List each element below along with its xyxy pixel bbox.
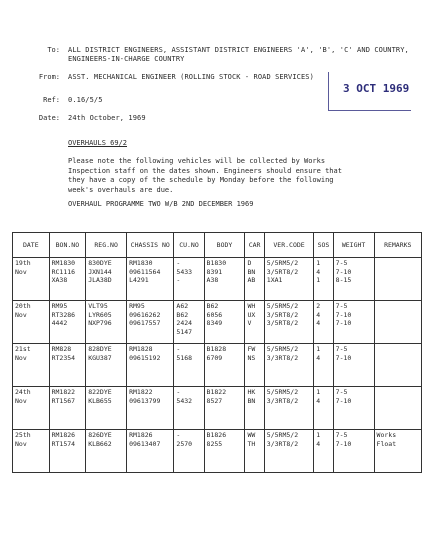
to-recipients: ALL DISTRICT ENGINEERS, ASSISTANT DISTRICT ENGINEERS 'A', 'B', 'C' AND COUNTRY, ENGINEERS-IN-CHARGE COUNTRY [68, 46, 409, 63]
cell-line: - [176, 259, 181, 267]
cell-body [204, 301, 245, 344]
table-row [13, 344, 422, 387]
cell-line: 21st [15, 345, 31, 353]
table-row [13, 430, 422, 473]
cell-line: A62 [176, 302, 189, 310]
cell-line: 25th [15, 431, 31, 439]
cell-line: WW [247, 431, 256, 439]
cell-line: - [176, 276, 181, 284]
date-value: 24th October, 1969 [68, 114, 146, 122]
cell-line: 7-10 [335, 310, 352, 319]
cell-line: 830DYE [88, 259, 112, 267]
cell-line: L4291 [129, 276, 149, 284]
cell-ver [264, 344, 314, 387]
cell-line: 8255 [206, 439, 223, 448]
cell-reg [86, 344, 127, 387]
cell-line: 2570 [176, 439, 193, 448]
cell-line: AB [247, 276, 256, 284]
cell-body [204, 258, 245, 301]
cell-line: - [176, 345, 181, 353]
cell-bon [49, 301, 86, 344]
cell-line: 8349 [206, 319, 223, 327]
col-header: REG.NO [86, 233, 127, 258]
cell-line: Works [376, 431, 397, 439]
cell-line: 7-5 [335, 302, 348, 310]
cell-line: V [247, 319, 252, 327]
cell-line: 24th [15, 388, 31, 396]
overhaul-schedule-table [12, 232, 422, 473]
cell-cu [174, 301, 204, 344]
table-row [13, 387, 422, 430]
cell-line: 1 [316, 388, 321, 396]
cell-line: Nov [15, 267, 27, 276]
cell-line: KGU387 [88, 353, 112, 362]
cell-line: Float [376, 439, 397, 448]
cell-line: 09613407 [129, 439, 161, 448]
cell-line: 5/5RM5/2 [266, 302, 299, 310]
col-header: CAR [245, 233, 264, 258]
cell-line: Nov [15, 439, 27, 448]
stamp-date: 3 OCT 1969 [343, 82, 410, 95]
cell-line: 4442 [51, 319, 68, 327]
cell-line: 2 [316, 302, 321, 310]
received-date-stamp [328, 72, 411, 111]
cell-line: A38 [206, 276, 219, 284]
cell-chassis [127, 430, 174, 473]
cell-body [204, 387, 245, 430]
cell-line: RM1826 [51, 431, 76, 439]
cell-remarks [374, 258, 421, 301]
cell-line: RM95 [129, 302, 145, 310]
cell-line: RM1822 [51, 388, 76, 396]
cell-line: 822DYE [88, 388, 112, 396]
cell-line: RM1826 [129, 431, 153, 439]
cell-body [204, 430, 245, 473]
cell-line: RT2354 [51, 353, 76, 362]
cell-line: 09616262 [129, 310, 161, 319]
cell-line: RT1567 [51, 396, 76, 405]
col-header: WEIGHT [333, 233, 374, 258]
cell-chassis [127, 301, 174, 344]
cell-ver [264, 301, 314, 344]
cell-line: 7-5 [335, 345, 348, 353]
cell-remarks [374, 344, 421, 387]
cell-line: 2424 [176, 319, 193, 327]
cell-line: BN [247, 267, 256, 276]
cell-line: FW [247, 345, 256, 353]
cell-line: 1 [316, 276, 321, 284]
cell-line: 4 [316, 310, 321, 319]
cell-line: - [176, 431, 181, 439]
cell-line: B1822 [206, 388, 227, 396]
cell-reg [86, 258, 127, 301]
cell-line: 5/5RM5/2 [266, 388, 299, 396]
cell-ver [264, 258, 314, 301]
cell-sos [314, 258, 333, 301]
date-label: Date: [38, 114, 60, 122]
ref-value: 0.16/5/5 [68, 96, 103, 104]
cell-bon [49, 258, 86, 301]
cell-date [13, 344, 50, 387]
cell-weight [333, 344, 374, 387]
cell-chassis [127, 387, 174, 430]
cell-line: 1 [316, 345, 321, 353]
cell-cu [174, 344, 204, 387]
cell-line: 4 [316, 267, 321, 276]
cell-line: KLB662 [88, 439, 112, 448]
cell-line: 5/5RM5/2 [266, 345, 299, 353]
cell-line: KLB655 [88, 396, 112, 405]
cell-chassis [127, 344, 174, 387]
cell-line: RM1828 [129, 345, 153, 353]
table-row [13, 258, 422, 301]
cell-line: 828DYE [88, 345, 112, 353]
cell-line: D [247, 259, 252, 267]
cell-cu [174, 387, 204, 430]
cell-line: RT1574 [51, 439, 76, 448]
cell-line: WH [247, 302, 256, 310]
cell-line: RM828 [51, 345, 72, 353]
cell-line: 7-10 [335, 396, 352, 405]
cell-line: 4 [316, 439, 321, 448]
col-header: CU.NO [174, 233, 204, 258]
cell-line: B62 [206, 302, 219, 310]
cell-remarks [374, 430, 421, 473]
cell-line: 5/5RM5/2 [266, 259, 299, 267]
cell-reg [86, 301, 127, 344]
cell-bon [49, 344, 86, 387]
cell-sos [314, 387, 333, 430]
subject-heading: OVERHAULS 69/2 [68, 139, 128, 147]
cell-car [245, 387, 264, 430]
cell-line: B1828 [206, 345, 227, 353]
cell-line: 09613799 [129, 396, 161, 405]
cell-line: 1 [316, 431, 321, 439]
cell-line: 5168 [176, 353, 193, 362]
cell-line: B62 [176, 310, 189, 319]
cell-line: 6709 [206, 353, 223, 362]
cell-line: RT3286 [51, 310, 76, 319]
cell-line: 3/3RT8/2 [266, 439, 299, 448]
cell-line: RM1830 [51, 259, 76, 267]
cell-cu [174, 430, 204, 473]
cell-line: - [176, 388, 181, 396]
cell-line: 5433 [176, 267, 193, 276]
cell-ver [264, 387, 314, 430]
cell-weight [333, 430, 374, 473]
cell-line: 6056 [206, 310, 223, 319]
cell-line: Nov [15, 353, 27, 362]
cell-line: 5147 [176, 327, 193, 336]
col-header: VER.CODE [264, 233, 314, 258]
cell-line: 1XA1 [266, 276, 283, 284]
col-header: SOS [314, 233, 333, 258]
ref-label: Ref: [43, 96, 60, 104]
cell-line: Nov [15, 396, 27, 405]
cell-line: JLA38D [88, 276, 112, 284]
cell-line: 7-10 [335, 439, 352, 448]
cell-line: 7-10 [335, 267, 352, 276]
col-header: BON.NO [49, 233, 86, 258]
cell-line: XA38 [51, 276, 68, 284]
cell-line: RC1116 [51, 267, 76, 276]
cell-reg [86, 430, 127, 473]
cell-remarks [374, 387, 421, 430]
table-row [13, 301, 422, 344]
cell-date [13, 430, 50, 473]
cell-body [204, 344, 245, 387]
cell-line: 5/5RM5/2 [266, 431, 299, 439]
cell-line: RM1830 [129, 259, 153, 267]
cell-sos [314, 344, 333, 387]
cell-ver [264, 430, 314, 473]
cell-line: 7-5 [335, 431, 348, 439]
cell-line: NXP796 [88, 319, 112, 327]
cell-line: 20th [15, 302, 31, 310]
cell-line: NS [247, 353, 256, 362]
cell-line: 7-5 [335, 259, 348, 267]
table-header-row [13, 233, 422, 258]
cell-car [245, 258, 264, 301]
cell-line: UX [247, 310, 256, 319]
cell-line: B1826 [206, 431, 227, 439]
cell-line: 8527 [206, 396, 223, 405]
cell-weight [333, 258, 374, 301]
to-label: To: [47, 46, 60, 54]
col-header: REMARKS [374, 233, 421, 258]
cell-line: Nov [15, 310, 27, 319]
table-body [13, 258, 422, 473]
cell-date [13, 387, 50, 430]
from-label: From: [38, 73, 60, 81]
cell-line: 8-15 [335, 276, 352, 284]
cell-car [245, 430, 264, 473]
cell-weight [333, 387, 374, 430]
cell-bon [49, 430, 86, 473]
cell-line: 09617557 [129, 319, 161, 327]
cell-line: BN [247, 396, 256, 405]
cell-car [245, 344, 264, 387]
cell-line: LYR605 [88, 310, 112, 319]
cell-remarks [374, 301, 421, 344]
cell-weight [333, 301, 374, 344]
cell-cu [174, 258, 204, 301]
cell-line: JXN144 [88, 267, 112, 276]
cell-line: 8391 [206, 267, 223, 276]
cell-line: 4 [316, 319, 321, 327]
cell-reg [86, 387, 127, 430]
cell-line: 3/5RT8/2 [266, 310, 299, 319]
cell-line: 3/3RT8/2 [266, 396, 299, 405]
cell-line: 1 [316, 259, 321, 267]
col-header: BODY [204, 233, 245, 258]
cell-bon [49, 387, 86, 430]
col-header: CHASSIS NO [127, 233, 174, 258]
cell-sos [314, 301, 333, 344]
cell-line: RM1822 [129, 388, 153, 396]
cell-line: 7-10 [335, 319, 352, 327]
cell-line: 7-5 [335, 388, 348, 396]
cell-line: 5432 [176, 396, 193, 405]
cell-line: VLT95 [88, 302, 108, 310]
cell-line: 3/3RT8/2 [266, 353, 299, 362]
cell-line: 09611564 [129, 267, 161, 276]
cell-date [13, 258, 50, 301]
cell-line: 826DYE [88, 431, 112, 439]
from-sender: ASST. MECHANICAL ENGINEER (ROLLING STOCK - ROAD SERVICES) [68, 73, 314, 81]
cell-line: 3/5RT8/2 [266, 267, 299, 276]
col-header: DATE [13, 233, 50, 258]
cell-chassis [127, 258, 174, 301]
cell-sos [314, 430, 333, 473]
cell-line: 19th [15, 259, 31, 267]
cell-line: TH [247, 439, 256, 448]
cell-line: B1830 [206, 259, 227, 267]
instruction-paragraph: Please note the following vehicles will be collected by Works Inspection staff on the dates shown. Engineers should ensure that they have a copy of the schedule by Monday before the following week's overhauls are due. [68, 157, 342, 194]
cell-line: 4 [316, 396, 321, 405]
cell-line: 4 [316, 353, 321, 362]
cell-line: 3/5RT8/2 [266, 319, 299, 327]
programme-title: OVERHAUL PROGRAMME TWO W/B 2ND DECEMBER 1969 [68, 200, 254, 208]
cell-line: 7-10 [335, 353, 352, 362]
cell-line: RM95 [51, 302, 68, 310]
cell-date [13, 301, 50, 344]
cell-line: HK [247, 388, 256, 396]
cell-car [245, 301, 264, 344]
cell-line: 09615192 [129, 353, 161, 362]
